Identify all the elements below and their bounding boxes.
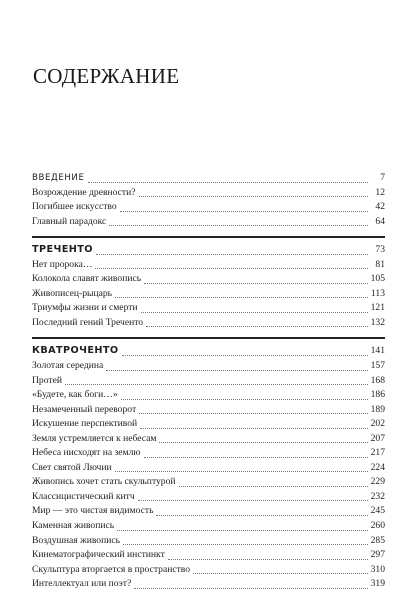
dot-leader	[139, 413, 367, 414]
section-divider	[32, 236, 385, 238]
toc-entry-title: Земля устремляется к небесам	[32, 432, 157, 444]
toc-entry[interactable]	[32, 461, 385, 476]
toc-entry-title: Живопись хочет стать скульптурой	[32, 476, 176, 488]
toc-page-number: 157	[370, 360, 385, 372]
dot-leader	[144, 283, 368, 284]
toc-entry-title: Интеллектуал или поэт?	[32, 578, 132, 590]
toc-entry[interactable]	[32, 490, 385, 505]
dot-leader	[115, 471, 368, 472]
toc-entry[interactable]	[32, 316, 385, 331]
dot-leader	[193, 573, 368, 574]
toc-entry[interactable]	[32, 374, 385, 389]
dot-leader	[117, 530, 367, 531]
toc-page-number: 224	[370, 461, 385, 473]
toc-entry[interactable]	[32, 475, 385, 490]
dot-leader	[120, 211, 368, 212]
toc-page-number: 310	[370, 563, 385, 575]
toc-page-number: 232	[370, 490, 385, 502]
toc-entry[interactable]	[32, 519, 385, 534]
toc-entry-title: Классицистический китч	[32, 490, 135, 502]
toc-entry[interactable]	[32, 403, 385, 418]
toc-entry[interactable]	[32, 534, 385, 549]
toc-page-number: 73	[375, 244, 385, 256]
toc-page-number: 260	[370, 520, 385, 532]
toc-page-number: 42	[375, 201, 385, 213]
toc-entry-title: Свет святой Лючии	[32, 461, 112, 473]
toc-entry-title: Мир — это чистая видимость	[32, 505, 154, 517]
toc-entry-title: Воздушная живопись	[32, 534, 121, 546]
toc-page-number: 168	[370, 374, 385, 386]
dot-leader	[156, 515, 367, 516]
dot-leader	[122, 355, 368, 356]
toc-page-number: 113	[370, 287, 385, 299]
dot-leader	[179, 486, 368, 487]
section-divider	[32, 337, 385, 339]
toc-part-heading[interactable]	[32, 344, 385, 359]
toc-entry-title: Протей	[32, 374, 62, 386]
dot-leader	[65, 384, 368, 385]
dot-leader	[115, 297, 368, 298]
dot-leader	[141, 312, 368, 313]
dot-leader	[109, 225, 368, 226]
toc-page-number: 7	[380, 172, 385, 183]
toc-entry[interactable]	[32, 563, 385, 578]
toc-page-number: 245	[370, 505, 385, 517]
toc-page-number: 189	[370, 403, 385, 415]
toc-page-number: 64	[375, 215, 385, 227]
dot-leader	[106, 370, 367, 371]
toc-entry[interactable]	[32, 287, 385, 302]
toc-entry-title: Каменная живопись	[32, 520, 115, 532]
dot-leader	[123, 544, 368, 545]
toc-entry-title: Последний гений Треченто	[32, 316, 144, 328]
dot-leader	[121, 399, 368, 400]
toc-page-number: 186	[370, 389, 385, 401]
toc-entry[interactable]	[32, 186, 385, 201]
toc-part-heading[interactable]	[32, 171, 385, 186]
toc-page-number: 202	[370, 418, 385, 430]
page-title: СОДЕРЖАНИЕ	[33, 64, 180, 88]
toc-entry[interactable]	[32, 272, 385, 287]
toc-part-heading[interactable]	[32, 243, 385, 258]
toc-entry-title: ВВЕДЕНИЕ	[32, 173, 85, 183]
toc-entry[interactable]	[32, 200, 385, 215]
dot-leader	[134, 588, 367, 589]
toc-page-number: 132	[370, 316, 385, 328]
toc-entry[interactable]	[32, 577, 385, 592]
toc-page-number: 121	[370, 302, 385, 314]
dot-leader	[96, 254, 368, 255]
toc-entry[interactable]	[32, 359, 385, 374]
dot-leader	[146, 326, 368, 327]
toc-page-number: 81	[375, 258, 385, 270]
toc-page-number: 207	[370, 432, 385, 444]
toc-page-number: 229	[370, 476, 385, 488]
toc-page-number: 285	[370, 534, 385, 546]
toc-entry-title: Триумфы жизни и смерти	[32, 302, 138, 314]
toc-entry-title: Кинематографический инстинкт	[32, 549, 165, 561]
toc-section-quattrocento	[32, 344, 385, 591]
dot-leader	[144, 457, 368, 458]
toc-entry[interactable]	[32, 432, 385, 447]
dot-leader	[138, 500, 368, 501]
toc-entry-title: ТРЕЧЕНТО	[32, 244, 93, 256]
dot-leader	[95, 268, 368, 269]
toc-entry-title: Возрождение древности?	[32, 186, 136, 198]
toc-entry-title: Главный парадокс	[32, 215, 107, 227]
toc-entry[interactable]	[32, 301, 385, 316]
toc-entry-title: Живописец-рыцарь	[32, 287, 113, 299]
toc-entry-title: Незамеченный переворот	[32, 403, 137, 415]
toc-entry[interactable]	[32, 388, 385, 403]
toc-page-number: 217	[370, 447, 385, 459]
toc-page-number: 319	[370, 578, 385, 590]
toc-entry-title: Колокола славят живопись	[32, 273, 142, 285]
dot-leader	[139, 196, 368, 197]
toc-entry-title: Скульптура вторгается в пространство	[32, 563, 191, 575]
toc-page-number: 297	[370, 549, 385, 561]
toc-entry[interactable]	[32, 215, 385, 230]
toc-entry[interactable]	[32, 504, 385, 519]
toc-entry[interactable]	[32, 417, 385, 432]
toc-page-number: 105	[370, 273, 385, 285]
toc-entry[interactable]	[32, 446, 385, 461]
toc-entry-title: Нет пророка…	[32, 258, 93, 270]
toc-entry-title: «Будете, как боги…»	[32, 389, 118, 401]
dot-leader	[168, 559, 368, 560]
dot-leader	[140, 428, 367, 429]
toc-entry-title: КВАТРОЧЕНТО	[32, 345, 119, 357]
toc-entry-title: Погибшее искусство	[32, 201, 117, 213]
toc-entry[interactable]	[32, 548, 385, 563]
toc-entry[interactable]	[32, 258, 385, 273]
toc-page-number: 141	[370, 345, 385, 357]
toc-section-trecento	[32, 243, 385, 330]
toc-section-introduction	[32, 171, 385, 229]
dot-leader	[88, 182, 369, 183]
toc-entry-title: Искушение перспективой	[32, 418, 138, 430]
dot-leader	[159, 442, 367, 443]
toc-entry-title: Небеса нисходят на землю	[32, 447, 141, 459]
toc-page-number: 12	[375, 186, 385, 198]
toc-entry-title: Золотая середина	[32, 360, 104, 372]
table-of-contents	[32, 171, 385, 592]
